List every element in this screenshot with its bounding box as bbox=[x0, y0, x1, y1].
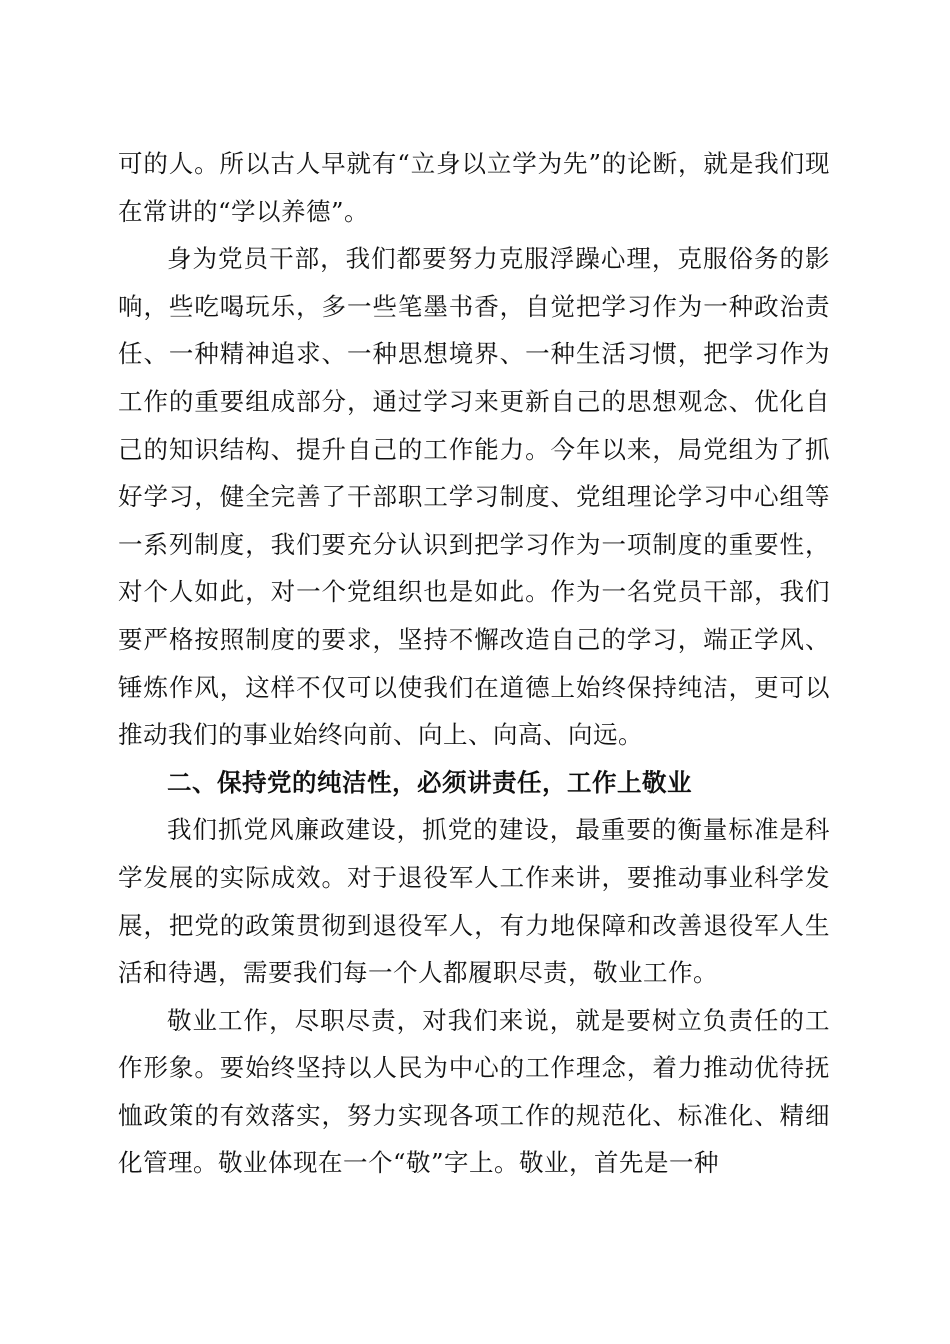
document-body bbox=[118, 140, 830, 1187]
section-heading: 二、保持党的纯洁性，必须讲责任，工作上敬业 bbox=[167, 767, 692, 797]
paragraph-development-results: 我们抓党风廉政建设，抓党的建设，最重要的衡量标准是科学发展的实际成效。对于退役军人工作来讲，要推动事业科学发展，把党的政策贯彻到退役军人，有力地保障和改善退役军人生活和待遇，需要我们每一个人都履职尽责，敬业工作。 bbox=[118, 815, 830, 988]
paragraph-dedication: 敬业工作，尽职尽责，对我们来说，就是要树立负责任的工作形象。要始终坚持以人民为中心的工作理念，着力推动优待抚恤政策的有效落实，努力实现各项工作的规范化、标准化、精细化管理。敬业体现在一个“敬”字上。敬业，首先是一种 bbox=[118, 1005, 830, 1178]
paragraph-continuation: 可的人。所以古人早就有“立身以立学为先”的论断，就是我们现在常讲的“学以养德”。 bbox=[118, 149, 830, 226]
paragraph-party-cadre-study: 身为党员干部，我们都要努力克服浮躁心理，克服俗务的影响，些吃喝玩乐，多一些笔墨书香，自觉把学习作为一种政治责任、一种精神追求、一种思想境界、一种生活习惯，把学习作为工作的重要组成部分，通过学习来更新自己的思想观念、优化自己的知识结构、提升自己的工作能力。今年以来，局党组为了抓好学习，健全完善了干部职工学习制度、党组理论学习中心组等一系列制度，我们要充分认识到把学习作为一项制度的重要性，对个人如此，对一个党组织也是如此。作为一名党员干部，我们要严格按照制度的要求，坚持不懈改造自己的学习，端正学风、锤炼作风，这样不仅可以使我们在道德上始终保持纯洁，更可以推动我们的事业始终向前、向上、向高、向远。 bbox=[118, 244, 830, 750]
